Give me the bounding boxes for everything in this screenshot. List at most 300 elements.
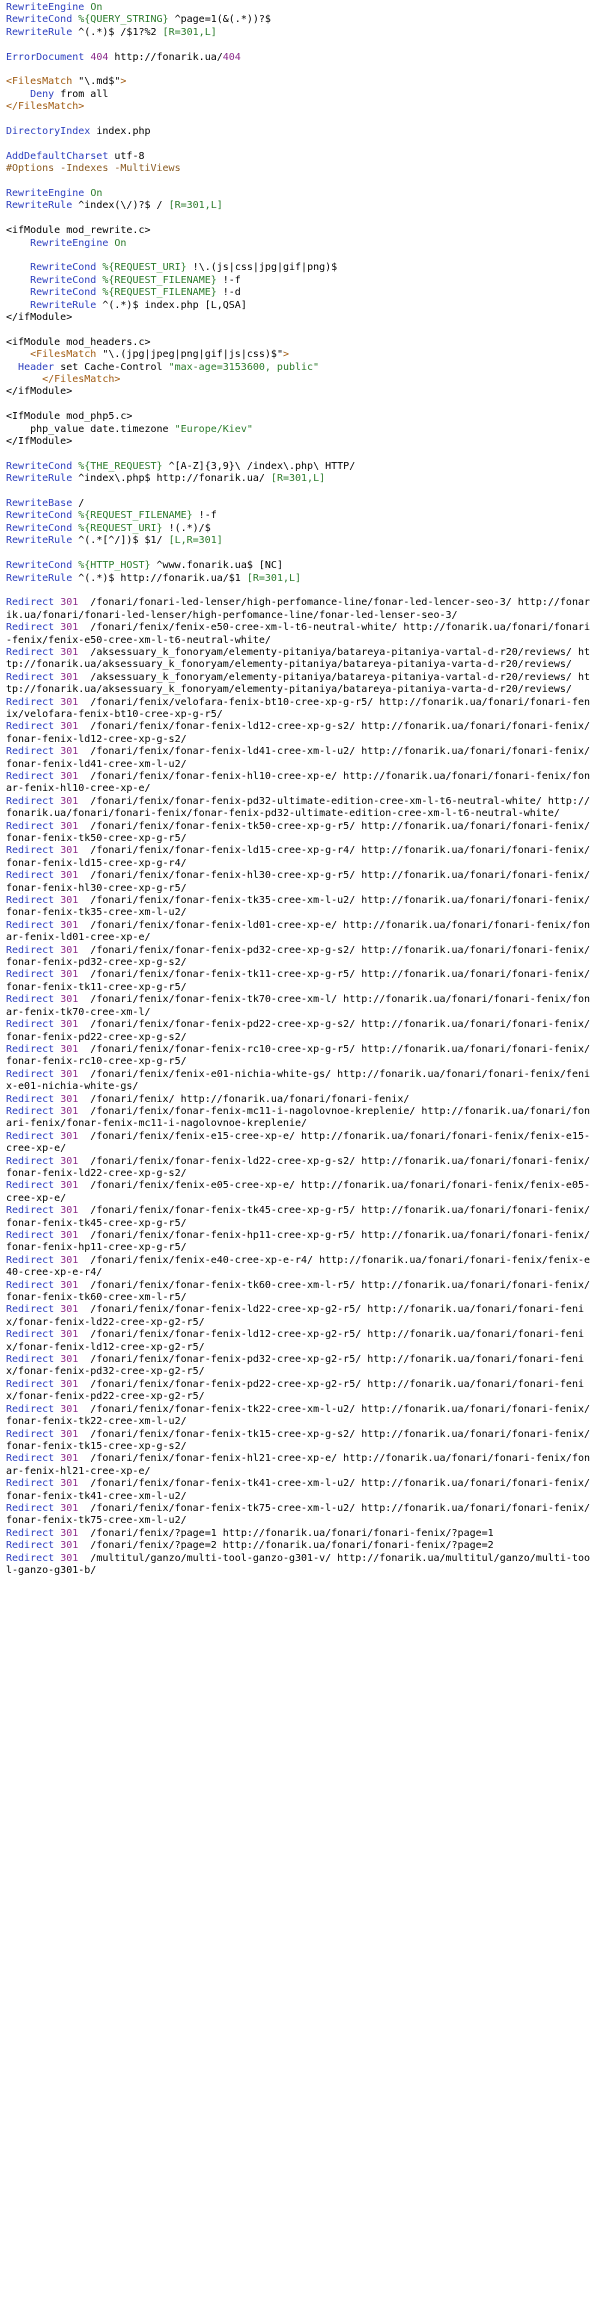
blank-line: [6, 39, 594, 51]
status-code: 301: [60, 1043, 79, 1055]
tag-delimiter: >: [282, 349, 289, 361]
directive-keyword: DirectoryIndex: [6, 126, 91, 138]
blank-line: [6, 399, 594, 411]
string-literal: "max-age=3153600, public": [168, 361, 320, 373]
code-line: [6, 1528, 594, 1540]
status-code: 301: [60, 1230, 79, 1242]
code-line: [6, 76, 594, 88]
code-text: /aksessuary_k_fonoryam/elementy-pitaniya/batareya-pitaniya-vartal-d-r20/reviews/ http://fonarik.ua/aksessuary_k_fonoryam/elementy-pitaniya/batareya-pitaniya-varta-d-r20/reviews/: [6, 646, 591, 671]
directive-keyword: Redirect: [6, 1478, 55, 1490]
status-code: 301: [60, 1155, 79, 1167]
code-line: [6, 560, 594, 572]
code-text: /fonari/fenix/fonar-fenix-pd32-cree-xp-g-s2/ http://fonarik.ua/fonari/fonari-fenix/fonar-fenix-pd32-cree-xp-g-s2/: [6, 944, 591, 969]
code-line: [6, 1304, 594, 1329]
code-line: [6, 920, 594, 945]
blank-line: [6, 176, 594, 188]
directive-keyword: Redirect: [6, 1304, 55, 1316]
tag-delimiter: </FilesMatch>: [42, 374, 121, 386]
code-text: ^(.*)$ /$1?%2: [72, 26, 163, 38]
tag-delimiter: >: [120, 76, 127, 88]
code-text: [6, 287, 30, 298]
tag-delimiter: </FilesMatch>: [6, 101, 85, 113]
code-text: /fonari/fenix/fonar-fenix-ld12-cree-xp-g-s2/ http://fonarik.ua/fonari/fonari-fenix/fonar-fenix-ld12-cree-xp-g-s2/: [6, 721, 591, 745]
directive-keyword: RewriteCond: [30, 274, 97, 286]
directive-keyword: Redirect: [6, 994, 55, 1006]
code-text: /fonari/fenix/fonar-fenix-tk45-cree-xp-g-r5/ http://fonarik.ua/fonari/fonari-fenix/fonar-fenix-tk45-cree-xp-g-r5/: [6, 1205, 591, 1229]
code-text: </ifModule>: [6, 312, 73, 324]
code-line: [6, 1354, 594, 1379]
directive-keyword: Redirect: [6, 597, 55, 609]
directive-keyword: Redirect: [6, 795, 55, 807]
code-line: [6, 1429, 594, 1454]
status-code: 301: [60, 1180, 79, 1192]
code-text: index.php: [90, 126, 151, 138]
code-line: [6, 1205, 594, 1230]
status-code: 301: [60, 597, 79, 609]
code-line: [6, 1553, 594, 1578]
code-text: [6, 374, 42, 385]
directive-argument: %{REQUEST_URI}: [102, 262, 187, 274]
directive-keyword: Redirect: [6, 646, 55, 658]
directive-keyword: RewriteRule: [30, 299, 97, 311]
code-text: ^index(\/)?$ /: [72, 200, 169, 212]
code-line: [6, 89, 594, 101]
code-line: [6, 1156, 594, 1181]
status-code: 301: [60, 1205, 79, 1217]
comment-text: #Options -Indexes -MultiViews: [6, 163, 181, 175]
code-text: </IfModule>: [6, 436, 73, 448]
status-code: 301: [60, 1254, 79, 1266]
status-code: 301: [60, 1304, 79, 1316]
status-code: 301: [60, 1279, 79, 1291]
code-text: /fonari/fenix/fenix-e05-cree-xp-e/ http://fonarik.ua/fonari/fonari-fenix/fenix-e05-cree-xp-e/: [6, 1180, 591, 1204]
directive-argument: %{QUERY_STRING}: [78, 14, 169, 26]
code-text: /fonari/fenix/fonar-fenix-tk75-cree-xm-l-u2/ http://fonarik.ua/fonari/fonari-fenix/fonar-fenix-tk75-cree-xm-l-u2/: [6, 1502, 591, 1527]
status-code: 301: [60, 994, 79, 1006]
status-code: 301: [60, 1403, 79, 1415]
directive-keyword: RewriteRule: [6, 200, 73, 212]
code-text: "\.md$": [72, 76, 121, 88]
blank-line: [6, 114, 594, 126]
code-text: /fonari/fenix/fonar-fenix-pd22-cree-xp-g2-r5/ http://fonarik.ua/fonari/fonari-fenix/fonar-fenix-pd22-cree-xp-g2-r5/: [6, 1378, 584, 1403]
code-line: [6, 1044, 594, 1069]
directive-argument: %{REQUEST_FILENAME}: [78, 510, 193, 522]
directive-keyword: Header: [18, 361, 55, 373]
code-line: [6, 796, 594, 821]
directive-keyword: Redirect: [6, 969, 55, 981]
status-code: 301: [60, 1130, 79, 1142]
directive-keyword: Redirect: [6, 746, 55, 758]
directive-keyword: Redirect: [6, 1279, 55, 1291]
status-code: 301: [60, 1378, 79, 1390]
code-line: [6, 1255, 594, 1280]
status-code: 301: [60, 1068, 79, 1080]
code-text: [6, 349, 30, 360]
code-line: [6, 845, 594, 870]
code-line: [6, 27, 594, 39]
code-line: [6, 411, 594, 423]
directive-argument: [R=301,L]: [270, 473, 326, 485]
directive-keyword: Redirect: [6, 944, 55, 956]
code-line: [6, 300, 594, 312]
directive-keyword: Redirect: [6, 770, 55, 782]
directive-argument: [R=301,L]: [168, 200, 223, 212]
status-code: 301: [60, 1354, 79, 1366]
code-line: [6, 312, 594, 324]
code-line: [6, 498, 594, 510]
directive-keyword: RewriteRule: [6, 473, 73, 485]
code-text: "\.(jpg|jpeg|png|gif|js|css)$": [96, 349, 283, 361]
directive-keyword: RewriteRule: [6, 535, 73, 547]
directive-keyword: RewriteEngine: [30, 237, 109, 249]
directive-keyword: RewriteCond: [6, 560, 73, 572]
directive-keyword: RewriteCond: [30, 262, 97, 274]
code-line: [6, 262, 594, 274]
code-line: [6, 597, 594, 622]
directive-argument: [R=301,L]: [162, 26, 217, 38]
code-line: [6, 14, 594, 26]
code-text: [6, 275, 30, 286]
code-text: ^page=1(&(.*))?$: [168, 14, 271, 26]
status-code: 301: [60, 969, 79, 981]
directive-keyword: Redirect: [6, 1180, 55, 1192]
code-line: [6, 697, 594, 722]
code-text: ^index\.php$ http://fonarik.ua/: [72, 473, 271, 485]
directive-keyword: RewriteRule: [6, 572, 73, 584]
directive-keyword: Redirect: [6, 1019, 55, 1031]
code-line: [6, 52, 594, 64]
directive-keyword: RewriteRule: [6, 26, 73, 38]
code-line: [6, 200, 594, 212]
code-text: !-f: [192, 510, 217, 522]
code-text: http://fonarik.ua/: [108, 51, 223, 63]
directive-keyword: Redirect: [6, 721, 55, 733]
code-text: /fonari/fenix/?page=1 http://fonarik.ua/fonari/fonari-fenix/?page=1: [78, 1527, 494, 1539]
code-line: [6, 362, 594, 374]
code-line: [6, 2, 594, 14]
status-code: 301: [60, 820, 79, 832]
blank-line: [6, 324, 594, 336]
directive-keyword: Redirect: [6, 845, 55, 857]
status-code: 301: [60, 1478, 79, 1490]
blank-line: [6, 138, 594, 150]
code-text: ^(.*)$ http://fonarik.ua/$1: [72, 572, 247, 584]
code-line: [6, 1106, 594, 1131]
directive-keyword: AddDefaultCharset: [6, 150, 109, 162]
status-code: 301: [60, 1019, 79, 1031]
code-text: /fonari/fenix/fonar-fenix-rc10-cree-xp-g-r5/ http://fonarik.ua/fonari/fonari-fenix/fonar-fenix-rc10-cree-xp-g-r5/: [6, 1043, 591, 1068]
directive-argument: %{THE_REQUEST}: [78, 460, 163, 472]
code-text: /fonari/fenix/fonar-fenix-ld12-cree-xp-g2-r5/ http://fonarik.ua/fonari/fonari-fenix/fonar-fenix-ld12-cree-xp-g2-r5/: [6, 1329, 584, 1353]
status-code: 301: [60, 1502, 79, 1514]
code-text: /fonari/fenix/fonar-fenix-hl10-cree-xp-e/ http://fonarik.ua/fonari/fonari-fenix/fonar-fenix-hl10-cree-xp-e/: [6, 770, 591, 795]
code-text: /fonari/fenix/fonar-fenix-pd22-cree-xp-g-s2/ http://fonarik.ua/fonari/fonari-fenix/fonar-fenix-pd22-cree-xp-g-s2/: [6, 1019, 591, 1043]
code-line: [6, 374, 594, 386]
status-code: 301: [60, 795, 79, 807]
code-line: [6, 1230, 594, 1255]
status-code: 301: [60, 870, 79, 882]
status-code: 301: [60, 845, 79, 857]
code-text: /fonari/fenix/velofara-fenix-bt10-cree-xp-g-r5/ http://fonarik.ua/fonari/fonari-fenix/velofara-fenix-bt10-cree-xp-g-r5/: [6, 696, 591, 720]
code-text: ^www.fonarik.ua$ [NC]: [150, 560, 283, 572]
directive-keyword: Redirect: [6, 1354, 55, 1366]
directive-keyword: Redirect: [6, 1043, 55, 1055]
code-text: !(.*)/$: [162, 522, 211, 534]
code-line: [6, 672, 594, 697]
code-text: /fonari/fenix/fenix-e50-cree-xm-l-t6-neutral-white/ http://fonarik.ua/fonari/fonari-fenix/fenix-e50-cree-xm-l-t6-neutral-white/: [6, 622, 591, 646]
code-text: /fonari/fenix/fonar-fenix-ld15-cree-xp-g-r4/ http://fonarik.ua/fonari/fonari-fenix/fonar-fenix-ld15-cree-xp-g-r4/: [6, 845, 591, 869]
code-line: [6, 424, 594, 436]
blank-line: [6, 213, 594, 225]
code-text: /: [72, 498, 85, 510]
directive-keyword: Redirect: [6, 671, 55, 683]
code-text: utf-8: [108, 150, 145, 162]
code-text: /fonari/fenix/fonar-fenix-tk11-cree-xp-g-r5/ http://fonarik.ua/fonari/fonari-fenix/fonar-fenix-tk11-cree-xp-g-r5/: [6, 969, 591, 993]
directive-argument: %{HTTP_HOST}: [78, 560, 151, 572]
status-code: 301: [60, 1428, 79, 1440]
code-line: [6, 622, 594, 647]
code-line: [6, 870, 594, 895]
code-line: [6, 386, 594, 398]
directive-keyword: Redirect: [6, 1329, 55, 1341]
blank-line: [6, 250, 594, 262]
code-text: [6, 262, 30, 273]
directive-argument: %{REQUEST_URI}: [78, 522, 163, 534]
status-code: 404: [222, 51, 241, 63]
status-code: 301: [60, 1093, 79, 1105]
directive-argument: On: [90, 2, 103, 13]
code-line: [6, 535, 594, 547]
directive-keyword: Redirect: [6, 1378, 55, 1390]
directive-keyword: Redirect: [6, 1068, 55, 1080]
code-text: from all: [54, 88, 109, 100]
code-text: /fonari/fenix/fonar-fenix-tk35-cree-xm-l-u2/ http://fonarik.ua/fonari/fonari-fenix/fonar-fenix-tk35-cree-xm-l-u2/: [6, 895, 591, 919]
code-text: /fonari/fenix/fonar-fenix-ld01-cree-xp-e/ http://fonarik.ua/fonari/fonari-fenix/fonar-fenix-ld01-cree-xp-e/: [6, 919, 591, 944]
code-line: [6, 969, 594, 994]
code-text: /fonari/fenix/fenix-e40-cree-xp-e-r4/ http://fonarik.ua/fonari/fonari-fenix/fenix-e40-cree-xp-e-r4/: [6, 1254, 591, 1279]
status-code: 301: [60, 696, 79, 708]
status-code: 301: [60, 770, 79, 782]
directive-keyword: Redirect: [6, 1230, 55, 1242]
code-text: /fonari/fenix/fonar-fenix-mc11-i-nagolovnoe-kreplenie/ http://fonarik.ua/fonari/fonari-fenix/fonar-fenix-mc11-i-nagolovnoe-kreplenie/: [6, 1105, 591, 1130]
code-line: [6, 1503, 594, 1528]
code-line: [6, 163, 594, 175]
directive-argument: [R=301,L]: [246, 572, 302, 584]
directive-keyword: Redirect: [6, 1527, 55, 1539]
code-line: [6, 647, 594, 672]
directive-keyword: RewriteCond: [6, 14, 73, 26]
code-text: !-d: [216, 287, 241, 299]
directive-keyword: Redirect: [6, 1205, 55, 1217]
directive-keyword: Redirect: [6, 870, 55, 882]
code-text: /fonari/fenix/fonar-fenix-hp11-cree-xp-g-r5/ http://fonarik.ua/fonari/fonari-fenix/fonar-fenix-hp11-cree-xp-g-r5/: [6, 1230, 591, 1254]
directive-keyword: RewriteCond: [6, 460, 73, 472]
code-line: [6, 473, 594, 485]
code-text: set Cache-Control: [54, 361, 169, 373]
code-line: [6, 721, 594, 746]
code-line: [6, 1280, 594, 1305]
directive-argument: [L,R=301]: [168, 535, 223, 547]
status-code: 301: [60, 1105, 79, 1117]
tag-delimiter: <FilesMatch: [30, 349, 97, 361]
code-text: <ifModule mod_headers.c>: [6, 336, 151, 348]
code-text: /fonari/fenix/fonar-fenix-pd32-ultimate-edition-cree-xm-l-t6-neutral-white/ http://fonarik.ua/fonari/fonari-fenix/fonar-fenix-pd32-ultimate-edition-cree-xm-l-t6-neutral-white/: [6, 795, 591, 820]
code-text: /fonari/fenix/fenix-e15-cree-xp-e/ http://fonarik.ua/fonari/fonari-fenix/fenix-e15-cree-xp-e/: [6, 1130, 591, 1155]
code-text: /fonari/fenix/fonar-fenix-hl21-cree-xp-e/ http://fonarik.ua/fonari/fonari-fenix/fonar-fenix-hl21-cree-xp-e/: [6, 1453, 591, 1477]
status-code: 301: [60, 746, 79, 758]
code-line: [6, 895, 594, 920]
directive-argument: On: [90, 188, 103, 200]
directive-argument: On: [114, 237, 127, 249]
code-line: [6, 225, 594, 237]
code-line: [6, 1453, 594, 1478]
code-line: [6, 1329, 594, 1354]
directive-keyword: Deny: [30, 88, 55, 100]
code-line: [6, 1094, 594, 1106]
code-line: [6, 349, 594, 361]
code-text: [6, 300, 30, 311]
code-line: [6, 1069, 594, 1094]
status-code: 301: [60, 919, 79, 931]
directive-keyword: Redirect: [6, 1155, 55, 1167]
directive-keyword: Redirect: [6, 1453, 55, 1465]
code-line: [6, 287, 594, 299]
blank-line: [6, 548, 594, 560]
code-text: /fonari/fenix/ http://fonarik.ua/fonari/fonari-fenix/: [78, 1093, 410, 1105]
code-line: [6, 238, 594, 250]
code-text: php_value date.timezone: [6, 423, 175, 435]
code-line: [6, 461, 594, 473]
directive-keyword: Redirect: [6, 1130, 55, 1142]
code-text: ^(.*)$ index.php [L,QSA]: [96, 299, 247, 311]
code-text: !-f: [216, 274, 241, 286]
blank-line: [6, 585, 594, 597]
directive-keyword: Redirect: [6, 1105, 55, 1117]
code-line: [6, 746, 594, 771]
code-text: /fonari/fenix/fonar-fenix-tk22-cree-xm-l-u2/ http://fonarik.ua/fonari/fonari-fenix/fonar-fenix-tk22-cree-xm-l-u2/: [6, 1403, 591, 1428]
code-text: ^(.*[^/])$ $1/: [72, 535, 169, 547]
code-text: </ifModule>: [6, 386, 73, 398]
directive-keyword: Redirect: [6, 1254, 55, 1266]
code-line: [6, 523, 594, 535]
directive-keyword: Redirect: [6, 622, 55, 634]
blank-line: [6, 64, 594, 76]
code-line: [6, 1180, 594, 1205]
code-line: [6, 1478, 594, 1503]
code-text: /multitul/ganzo/multi-tool-ganzo-g301-v/ http://fonarik.ua/multitul/ganzo/multi-tool-ganzo-g301-b/: [6, 1552, 591, 1576]
code-text: /fonari/fenix/fonar-fenix-ld22-cree-xp-g-s2/ http://fonarik.ua/fonari/fonari-fenix/fonar-fenix-ld22-cree-xp-g-s2/: [6, 1155, 591, 1179]
code-line: [6, 1131, 594, 1156]
status-code: 301: [60, 622, 79, 634]
code-text: /fonari/fenix/fonar-fenix-ld41-cree-xm-l-u2/ http://fonarik.ua/fonari/fonari-fenix/fonar-fenix-ld41-cree-xm-l-u2/: [6, 746, 591, 770]
directive-argument: %{REQUEST_FILENAME}: [102, 274, 217, 286]
code-text: /aksessuary_k_fonoryam/elementy-pitaniya/batareya-pitaniya-vartal-d-r20/reviews/ http://fonarik.ua/aksessuary_k_fonoryam/elementy-pitaniya/batareya-pitaniya-varta-d-r20/reviews/: [6, 671, 591, 696]
code-line: [6, 337, 594, 349]
code-text: [6, 362, 18, 373]
directive-keyword: Redirect: [6, 820, 55, 832]
code-line: [6, 1540, 594, 1552]
code-line: [6, 275, 594, 287]
status-code: 301: [60, 646, 79, 658]
status-code: 301: [60, 1552, 79, 1564]
code-line: [6, 994, 594, 1019]
code-line: [6, 188, 594, 200]
directive-argument: %{REQUEST_FILENAME}: [102, 287, 217, 299]
status-code: 301: [60, 1540, 79, 1552]
directive-keyword: ErrorDocument: [6, 51, 85, 63]
code-text: /fonari/fenix/fenix-e01-nichia-white-gs/ http://fonarik.ua/fonari/fonari-fenix/fenix-e01-nichia-white-gs/: [6, 1068, 591, 1093]
directive-keyword: Redirect: [6, 919, 55, 931]
tag-delimiter: <FilesMatch: [6, 76, 73, 88]
code-text: /fonari/fenix/?page=2 http://fonarik.ua/fonari/fonari-fenix/?page=2: [78, 1540, 494, 1552]
code-line: [6, 436, 594, 448]
code-line: [6, 101, 594, 113]
code-text: /fonari/fenix/fonar-fenix-hl30-cree-xp-g-r5/ http://fonarik.ua/fonari/fonari-fenix/fonar-fenix-hl30-cree-xp-g-r5/: [6, 870, 591, 894]
directive-keyword: Redirect: [6, 1428, 55, 1440]
status-code: 301: [60, 895, 79, 907]
code-line: [6, 151, 594, 163]
code-text: /fonari/fenix/fonar-fenix-tk41-cree-xm-l-u2/ http://fonarik.ua/fonari/fonari-fenix/fonar-fenix-tk41-cree-xm-l-u2/: [6, 1478, 591, 1502]
code-line: [6, 1404, 594, 1429]
code-line: [6, 573, 594, 585]
status-code: 301: [60, 1527, 79, 1539]
code-text: /fonari/fenix/fonar-fenix-tk15-cree-xp-g-s2/ http://fonarik.ua/fonari/fonari-fenix/fonar-fenix-tk15-cree-xp-g-s2/: [6, 1428, 591, 1452]
code-text: [6, 89, 30, 100]
code-line: [6, 1019, 594, 1044]
status-code: 301: [60, 1453, 79, 1465]
string-literal: "Europe/Kiev": [174, 423, 253, 435]
code-text: /fonari/fenix/fonar-fenix-tk50-cree-xp-g-r5/ http://fonarik.ua/fonari/fonari-fenix/fonar-fenix-tk50-cree-xp-g-r5/: [6, 820, 591, 845]
code-text: /fonari/fenix/fonar-fenix-ld22-cree-xp-g2-r5/ http://fonarik.ua/fonari/fonari-fenix/fonar-fenix-ld22-cree-xp-g2-r5/: [6, 1304, 584, 1328]
directive-keyword: RewriteCond: [30, 287, 97, 299]
code-text: <IfModule mod_php5.c>: [6, 411, 133, 423]
code-text: /fonari/fenix/fonar-fenix-pd32-cree-xp-g2-r5/ http://fonarik.ua/fonari/fonari-fenix/fonar-fenix-pd32-cree-xp-g2-r5/: [6, 1354, 584, 1378]
directive-keyword: RewriteBase: [6, 498, 73, 510]
blank-line: [6, 448, 594, 460]
directive-keyword: RewriteEngine: [6, 2, 85, 13]
status-code: 301: [60, 721, 79, 733]
code-line: [6, 821, 594, 846]
directive-keyword: RewriteCond: [6, 522, 73, 534]
blank-line: [6, 486, 594, 498]
directive-keyword: RewriteEngine: [6, 188, 85, 200]
code-text: ^[A-Z]{3,9}\ /index\.php\ HTTP/: [162, 460, 356, 472]
code-text: [6, 238, 30, 249]
code-text: <ifModule mod_rewrite.c>: [6, 225, 151, 237]
status-code: 301: [60, 944, 79, 956]
directive-keyword: Redirect: [6, 1552, 55, 1564]
code-text: /fonari/fenix/fonar-fenix-tk70-cree-xm-l/ http://fonarik.ua/fonari/fonari-fenix/fonar-fenix-tk70-cree-xm-l/: [6, 994, 591, 1018]
directive-keyword: Redirect: [6, 1502, 55, 1514]
code-text: /fonari/fenix/fonar-fenix-tk60-cree-xm-l-r5/ http://fonarik.ua/fonari/fonari-fenix/fonar-fenix-tk60-cree-xm-l-r5/: [6, 1279, 591, 1304]
directive-keyword: Redirect: [6, 1093, 55, 1105]
directive-keyword: RewriteCond: [6, 510, 73, 522]
code-text: /fonari/fonari-led-lenser/high-perfomance-line/fonar-led-lencer-seo-3/ http://fonarik.ua/fonari/fonari-led-lenser/high-perfomance-line/fonar-led-lenser-seo-3/: [6, 597, 591, 621]
code-line: [6, 1379, 594, 1404]
directive-keyword: Redirect: [6, 696, 55, 708]
code-text: !\.(js|css|jpg|gif|png)$: [186, 262, 338, 274]
code-line: [6, 771, 594, 796]
code-line: [6, 945, 594, 970]
directive-keyword: Redirect: [6, 1540, 55, 1552]
status-code: 301: [60, 671, 79, 683]
code-line: [6, 510, 594, 522]
status-code: 301: [60, 1329, 79, 1341]
directive-keyword: Redirect: [6, 895, 55, 907]
code-line: [6, 126, 594, 138]
status-code: 404: [90, 51, 109, 63]
directive-keyword: Redirect: [6, 1403, 55, 1415]
